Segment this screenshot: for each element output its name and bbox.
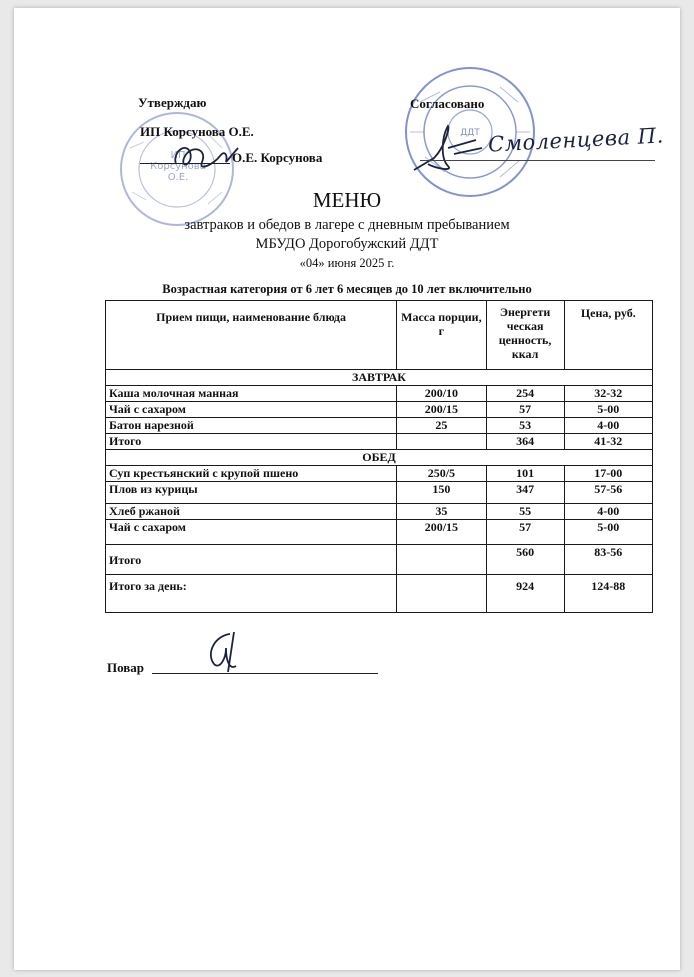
dish-name: Суп крестьянский с крупой пшено (106, 466, 397, 482)
svg-text:ДДТ: ДДТ (460, 128, 480, 138)
dish-energy: 55 (486, 504, 564, 520)
left-stamp-text: ИП Корсунова О.Е. (150, 150, 206, 183)
left-signature-icon (168, 134, 248, 180)
total-energy: 560 (486, 545, 564, 575)
dish-energy: 254 (486, 386, 564, 402)
total-energy: 924 (486, 575, 564, 613)
total-mass (397, 545, 486, 575)
dish-name: Батон нарезной (106, 418, 397, 434)
total-energy: 364 (486, 434, 564, 450)
section-lunch (106, 450, 653, 466)
table-row (106, 520, 653, 545)
header-meal: Прием пищи, наименование блюда (106, 301, 397, 370)
age-category: Возрастная категория от 6 лет 6 месяцев до 10 лет включительно (162, 282, 532, 296)
total-label: Итого (106, 545, 397, 575)
agree-label: Согласовано (410, 96, 485, 111)
header-price: Цена, руб. (564, 301, 652, 370)
day-total-row (106, 575, 653, 613)
right-signature-line (420, 160, 655, 161)
approve-label: Утверждаю (138, 95, 207, 110)
total-label: Итого (106, 434, 397, 450)
total-price: 83-56 (564, 545, 652, 575)
dish-price: 5-00 (564, 402, 652, 418)
dish-price: 32-32 (564, 386, 652, 402)
section-title: ОБЕД (106, 450, 653, 466)
dish-mass: 35 (397, 504, 486, 520)
dish-name: Чай с сахаром (106, 402, 397, 418)
dish-mass: 200/15 (397, 402, 486, 418)
dish-energy: 101 (486, 466, 564, 482)
cook-signature-line (152, 673, 378, 674)
dish-price: 17-00 (564, 466, 652, 482)
approver-organization: ИП Корсунова О.Е. (140, 124, 254, 139)
total-mass (397, 434, 486, 450)
menu-subtitle-line2: МБУДО Дорогобужский ДДТ (255, 236, 439, 252)
header-energy: Энергети ческая ценность, ккал (486, 301, 564, 370)
menu-title: МЕНЮ (312, 188, 382, 212)
right-signature-text: Смоленцева П. (487, 123, 665, 157)
lunch-total-row (106, 545, 653, 575)
dish-energy: 347 (486, 482, 564, 504)
dish-energy: 57 (486, 402, 564, 418)
table-row (106, 402, 653, 418)
right-signature-icon (404, 118, 488, 180)
dish-name: Плов из курицы (106, 482, 397, 504)
header-mass: Масса порции, г (397, 301, 486, 370)
dish-energy: 57 (486, 520, 564, 545)
table-row (106, 504, 653, 520)
dish-price: 4-00 (564, 418, 652, 434)
total-price: 124-88 (564, 575, 652, 613)
total-price: 41-32 (564, 434, 652, 450)
dish-price: 5-00 (564, 520, 652, 545)
section-breakfast (106, 370, 653, 386)
dish-name: Хлеб ржаной (106, 504, 397, 520)
dish-mass: 25 (397, 418, 486, 434)
section-title: ЗАВТРАК (106, 370, 653, 386)
table-row (106, 386, 653, 402)
dish-mass: 250/5 (397, 466, 486, 482)
dish-price: 57-56 (564, 482, 652, 504)
dish-mass: 150 (397, 482, 486, 504)
approver-name: О.Е. Корсунова (232, 150, 323, 165)
table-row (106, 466, 653, 482)
table-header-row (106, 301, 653, 370)
dish-energy: 53 (486, 418, 564, 434)
menu-date: «04» июня 2025 г. (299, 256, 395, 270)
table-row (106, 418, 653, 434)
table-row (106, 482, 653, 504)
dish-name: Чай с сахаром (106, 520, 397, 545)
menu-table (105, 300, 653, 613)
menu-subtitle-line1: завтраков и обедов в лагере с дневным пребыванием (184, 217, 510, 233)
total-label: Итого за день: (106, 575, 397, 613)
cook-label: Повар (107, 660, 145, 675)
total-mass (397, 575, 486, 613)
cook-signature-icon (200, 628, 250, 678)
dish-mass: 200/10 (397, 386, 486, 402)
breakfast-total-row (106, 434, 653, 450)
dish-price: 4-00 (564, 504, 652, 520)
dish-name: Каша молочная манная (106, 386, 397, 402)
dish-mass: 200/15 (397, 520, 486, 545)
